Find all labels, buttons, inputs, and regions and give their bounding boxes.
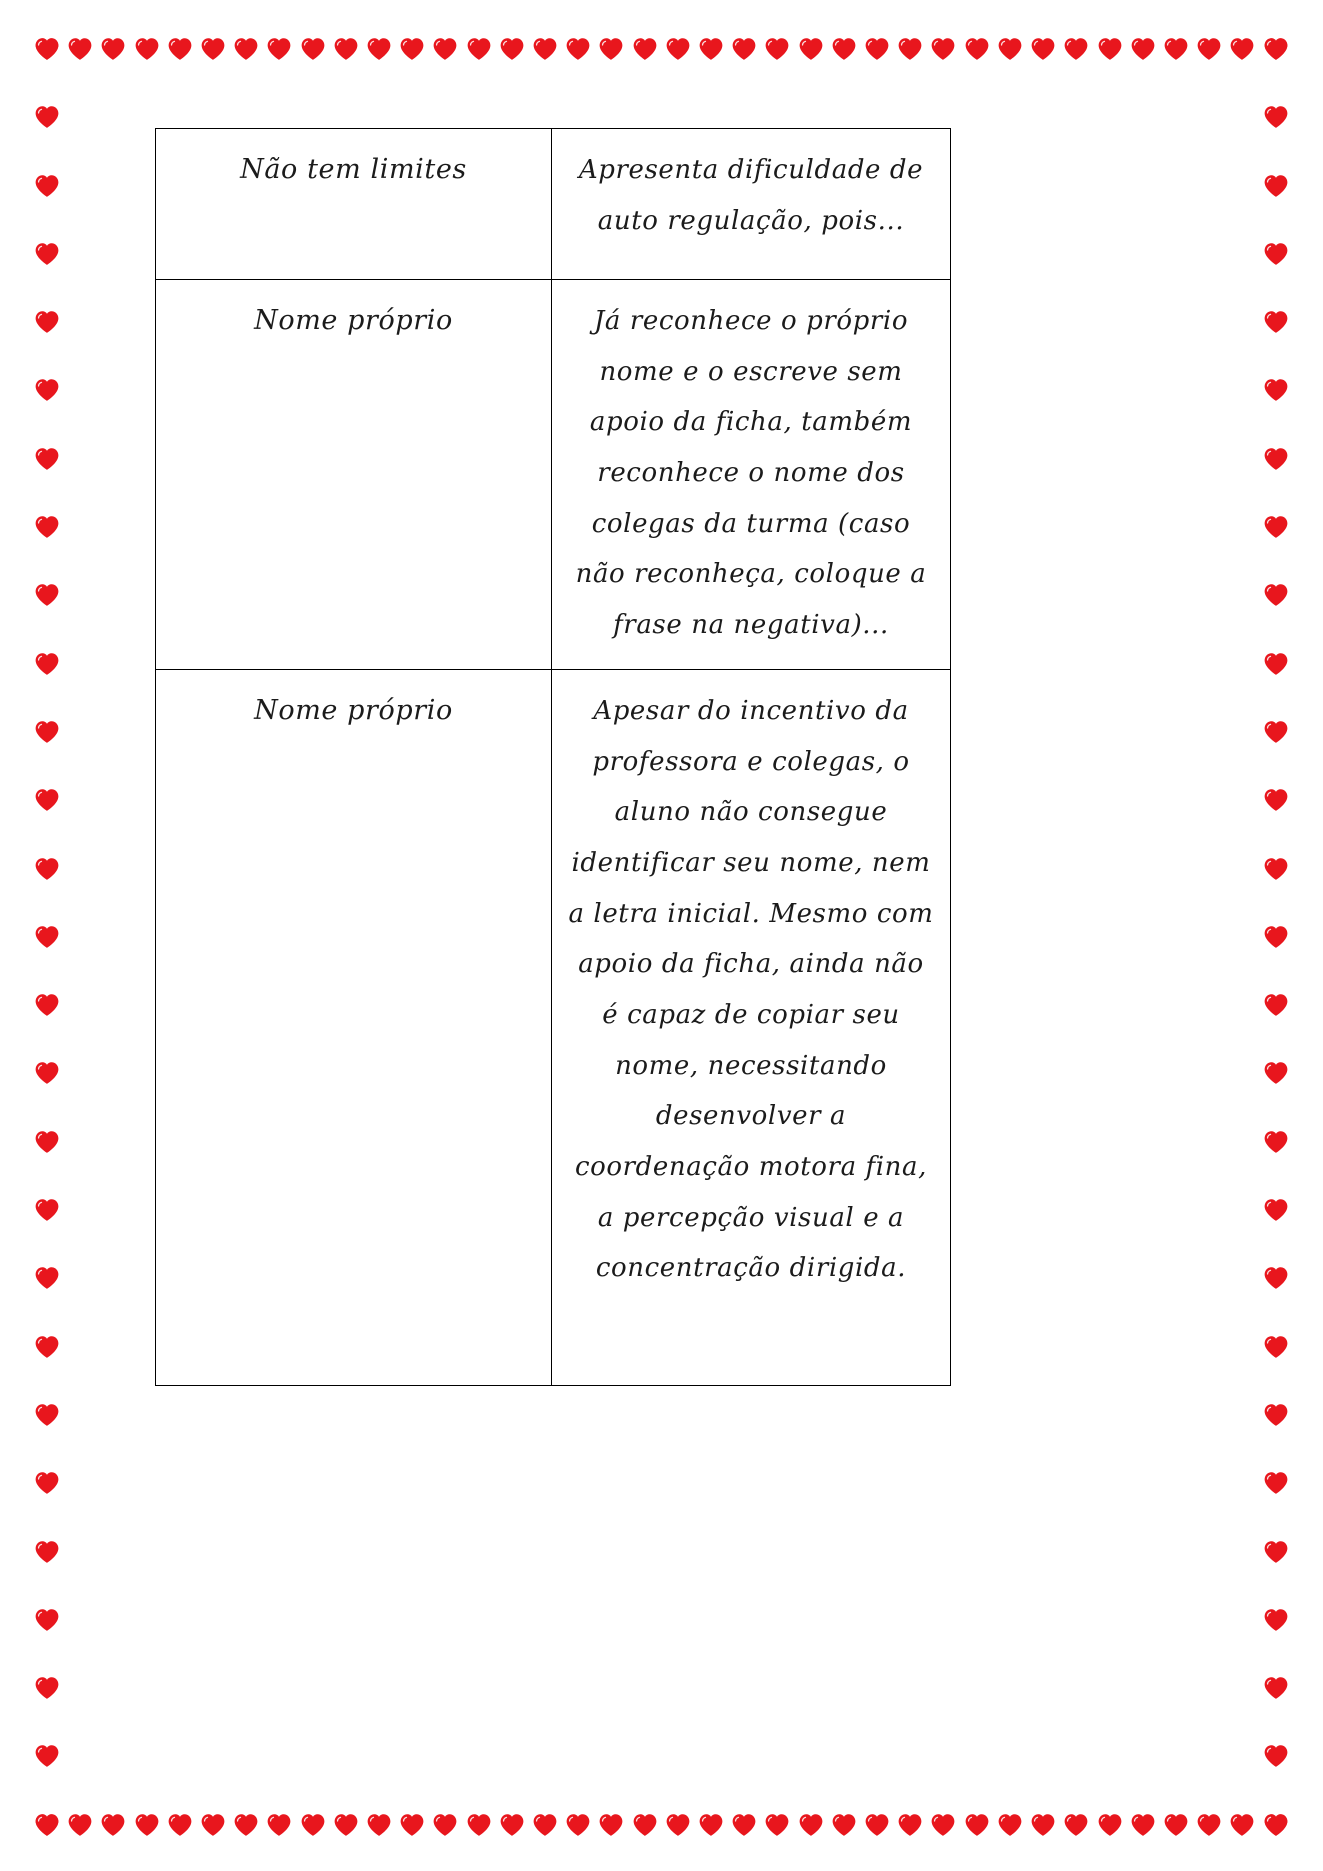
- table-cell-description: [552, 129, 951, 280]
- heart-icon: [1263, 446, 1289, 471]
- heart-icon: [1263, 651, 1289, 676]
- table-row: [156, 129, 951, 280]
- heart-icon: [266, 36, 292, 61]
- heart-icon: [499, 36, 525, 61]
- heart-icon: [333, 36, 359, 61]
- heart-icon: [34, 1265, 60, 1290]
- heart-icon: [34, 309, 60, 334]
- heart-icon: [300, 1812, 326, 1837]
- heart-icon: [432, 36, 458, 61]
- heart-icon: [34, 1197, 60, 1222]
- table-row: [156, 669, 951, 1385]
- heart-icon: [366, 36, 392, 61]
- table-cell-description: [552, 669, 951, 1385]
- heart-icon: [930, 36, 956, 61]
- heart-icon: [1229, 36, 1255, 61]
- heart-icon: [34, 104, 60, 129]
- heart-icon: [1030, 36, 1056, 61]
- heart-border-top: [34, 36, 1289, 61]
- row-description: Já reconhece o próprio nome e o escreve sem apoio da ficha, também reconhece o nome dos colegas da turma (caso não reconheça, coloque a frase na negativa)...: [575, 306, 927, 641]
- table-cell-label: [156, 280, 552, 670]
- heart-border-right: [1263, 36, 1289, 1837]
- heart-icon: [532, 1812, 558, 1837]
- heart-icon: [34, 1334, 60, 1359]
- heart-icon: [1263, 1812, 1289, 1837]
- row-description: Apesar do incentivo da professora e colegas, o aluno não consegue identificar seu nome, nem a letra inicial. Mesmo com apoio da ficha, ainda não é capaz de copiar seu nome, necessitando desenvolver a coordenação motora fina, a percepção visual e a concentração dirigida.: [568, 695, 934, 1284]
- heart-icon: [34, 719, 60, 744]
- heart-icon: [565, 1812, 591, 1837]
- heart-icon: [665, 36, 691, 61]
- heart-icon: [134, 36, 160, 61]
- heart-border-left: [34, 36, 60, 1837]
- heart-icon: [1263, 856, 1289, 881]
- heart-icon: [897, 1812, 923, 1837]
- heart-icon: [399, 1812, 425, 1837]
- heart-icon: [34, 651, 60, 676]
- heart-icon: [1030, 1812, 1056, 1837]
- heart-icon: [34, 173, 60, 198]
- heart-icon: [34, 1607, 60, 1632]
- heart-icon: [466, 36, 492, 61]
- heart-icon: [1163, 1812, 1189, 1837]
- heart-icon: [1263, 36, 1289, 61]
- heart-icon: [1196, 36, 1222, 61]
- heart-icon: [34, 446, 60, 471]
- heart-icon: [34, 36, 60, 61]
- heart-icon: [1097, 36, 1123, 61]
- heart-icon: [1130, 36, 1156, 61]
- heart-icon: [34, 856, 60, 881]
- heart-icon: [598, 1812, 624, 1837]
- heart-icon: [34, 1060, 60, 1085]
- heart-icon: [34, 1743, 60, 1768]
- heart-icon: [366, 1812, 392, 1837]
- heart-icon: [1263, 36, 1289, 61]
- heart-icon: [34, 241, 60, 266]
- heart-icon: [167, 1812, 193, 1837]
- heart-icon: [964, 1812, 990, 1837]
- heart-icon: [798, 36, 824, 61]
- report-table-container: [155, 128, 948, 1386]
- heart-icon: [1263, 514, 1289, 539]
- heart-icon: [1263, 1060, 1289, 1085]
- heart-icon: [1263, 1197, 1289, 1222]
- heart-icon: [997, 36, 1023, 61]
- heart-icon: [34, 36, 60, 61]
- heart-icon: [1263, 1743, 1289, 1768]
- heart-icon: [1263, 1539, 1289, 1564]
- heart-icon: [34, 1812, 60, 1837]
- heart-icon: [864, 36, 890, 61]
- heart-icon: [1263, 582, 1289, 607]
- heart-icon: [1263, 104, 1289, 129]
- heart-icon: [34, 1675, 60, 1700]
- heart-icon: [864, 1812, 890, 1837]
- heart-icon: [1097, 1812, 1123, 1837]
- heart-icon: [632, 1812, 658, 1837]
- heart-icon: [1263, 1334, 1289, 1359]
- heart-icon: [300, 36, 326, 61]
- heart-icon: [930, 1812, 956, 1837]
- heart-icon: [34, 1812, 60, 1837]
- heart-icon: [167, 36, 193, 61]
- heart-icon: [100, 1812, 126, 1837]
- heart-icon: [1263, 1402, 1289, 1427]
- heart-icon: [34, 924, 60, 949]
- heart-icon: [565, 36, 591, 61]
- heart-icon: [1163, 36, 1189, 61]
- heart-icon: [399, 36, 425, 61]
- heart-icon: [1263, 992, 1289, 1017]
- heart-icon: [1263, 1129, 1289, 1154]
- heart-icon: [432, 1812, 458, 1837]
- heart-icon: [1263, 1470, 1289, 1495]
- heart-icon: [34, 1402, 60, 1427]
- heart-icon: [266, 1812, 292, 1837]
- heart-icon: [698, 36, 724, 61]
- heart-icon: [200, 1812, 226, 1837]
- table-row: [156, 280, 951, 670]
- heart-icon: [798, 1812, 824, 1837]
- heart-icon: [1130, 1812, 1156, 1837]
- heart-icon: [731, 36, 757, 61]
- heart-icon: [34, 992, 60, 1017]
- heart-icon: [34, 1539, 60, 1564]
- heart-icon: [233, 1812, 259, 1837]
- heart-icon: [34, 787, 60, 812]
- heart-border-bottom: [34, 1812, 1289, 1837]
- heart-icon: [333, 1812, 359, 1837]
- heart-icon: [1263, 787, 1289, 812]
- heart-icon: [1263, 1265, 1289, 1290]
- row-label: Nome próprio: [254, 305, 453, 336]
- heart-icon: [100, 36, 126, 61]
- heart-icon: [1196, 1812, 1222, 1837]
- heart-icon: [34, 1129, 60, 1154]
- heart-icon: [34, 377, 60, 402]
- heart-icon: [233, 36, 259, 61]
- heart-icon: [764, 1812, 790, 1837]
- heart-icon: [964, 36, 990, 61]
- heart-icon: [1063, 36, 1089, 61]
- heart-icon: [67, 1812, 93, 1837]
- heart-icon: [134, 1812, 160, 1837]
- heart-icon: [1263, 719, 1289, 744]
- heart-icon: [897, 36, 923, 61]
- heart-icon: [698, 1812, 724, 1837]
- row-label: Não tem limites: [240, 154, 467, 185]
- table-cell-description: [552, 280, 951, 670]
- heart-icon: [1063, 1812, 1089, 1837]
- heart-icon: [34, 582, 60, 607]
- heart-icon: [34, 1470, 60, 1495]
- heart-icon: [1263, 309, 1289, 334]
- heart-icon: [34, 514, 60, 539]
- heart-icon: [598, 36, 624, 61]
- heart-icon: [532, 36, 558, 61]
- heart-icon: [1263, 241, 1289, 266]
- heart-icon: [200, 36, 226, 61]
- table-cell-label: [156, 129, 552, 280]
- heart-icon: [499, 1812, 525, 1837]
- heart-icon: [466, 1812, 492, 1837]
- heart-icon: [1263, 924, 1289, 949]
- heart-icon: [764, 36, 790, 61]
- heart-icon: [67, 36, 93, 61]
- table-cell-label: [156, 669, 552, 1385]
- heart-icon: [1263, 1675, 1289, 1700]
- heart-icon: [1263, 377, 1289, 402]
- heart-icon: [1263, 1607, 1289, 1632]
- heart-icon: [1263, 173, 1289, 198]
- row-description: Apresenta dificuldade de auto regulação, pois...: [578, 155, 924, 236]
- heart-icon: [831, 36, 857, 61]
- heart-icon: [665, 1812, 691, 1837]
- heart-icon: [1263, 1812, 1289, 1837]
- row-label: Nome próprio: [254, 694, 453, 726]
- heart-icon: [731, 1812, 757, 1837]
- heart-icon: [632, 36, 658, 61]
- heart-icon: [831, 1812, 857, 1837]
- heart-icon: [1229, 1812, 1255, 1837]
- heart-icon: [997, 1812, 1023, 1837]
- report-table: [155, 128, 951, 1386]
